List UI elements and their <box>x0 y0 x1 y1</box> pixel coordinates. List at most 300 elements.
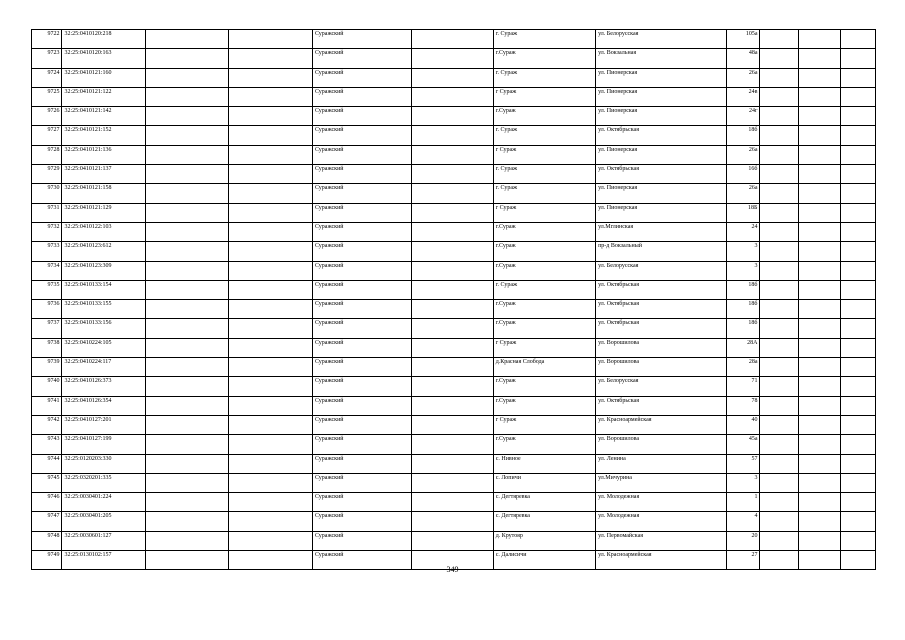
settlement-cell: г.Сураж <box>493 319 595 338</box>
empty-cell <box>229 473 313 492</box>
record-number-cell: 9724 <box>32 68 62 87</box>
empty-cell <box>412 49 494 68</box>
house-number-cell: 57 <box>726 454 760 473</box>
district-cell: Суражский <box>312 49 411 68</box>
table-row <box>32 184 876 203</box>
table-row <box>32 358 876 377</box>
empty-cell <box>229 30 313 49</box>
street-cell: пр-д Вокзальный <box>596 242 727 261</box>
street-cell: ул. Ленина <box>596 454 727 473</box>
empty-cell <box>229 261 313 280</box>
record-number-cell: 9742 <box>32 415 62 434</box>
cadastral-number-cell: 32:25:0410123:309 <box>62 261 146 280</box>
empty-cell <box>229 358 313 377</box>
empty-cell <box>841 473 876 492</box>
settlement-cell: г.Сураж <box>493 377 595 396</box>
empty-cell <box>760 435 798 454</box>
record-number-cell: 9727 <box>32 126 62 145</box>
empty-cell <box>146 107 229 126</box>
house-number-cell: 20 <box>726 531 760 550</box>
street-cell: ул. Белорусская <box>596 30 727 49</box>
district-cell: Суражский <box>312 145 411 164</box>
empty-cell <box>841 512 876 531</box>
empty-cell <box>146 435 229 454</box>
cadastral-number-cell: 32:25:0410224:117 <box>62 358 146 377</box>
empty-cell <box>146 493 229 512</box>
street-cell: ул. Белорусская <box>596 261 727 280</box>
cadastral-number-cell: 32:25:0410120:218 <box>62 30 146 49</box>
house-number-cell: 18б <box>726 280 760 299</box>
empty-cell <box>146 531 229 550</box>
empty-cell <box>412 512 494 531</box>
district-cell: Суражский <box>312 338 411 357</box>
house-number-cell: 3 <box>726 473 760 492</box>
district-cell: Суражский <box>312 242 411 261</box>
settlement-cell: г. Сураж <box>493 30 595 49</box>
empty-cell <box>798 242 840 261</box>
empty-cell <box>841 396 876 415</box>
empty-cell <box>798 300 840 319</box>
district-cell: Суражский <box>312 68 411 87</box>
record-number-cell: 9725 <box>32 87 62 106</box>
empty-cell <box>760 107 798 126</box>
district-cell: Суражский <box>312 531 411 550</box>
empty-cell <box>841 338 876 357</box>
empty-cell <box>760 415 798 434</box>
settlement-cell: г.Сураж <box>493 435 595 454</box>
street-cell: ул. Пионерская <box>596 184 727 203</box>
street-cell: ул. Пионерская <box>596 145 727 164</box>
street-cell: ул. Красноармейская <box>596 415 727 434</box>
district-cell: Суражский <box>312 280 411 299</box>
table-row <box>32 30 876 49</box>
empty-cell <box>229 454 313 473</box>
empty-cell <box>412 203 494 222</box>
empty-cell <box>841 319 876 338</box>
table-row <box>32 493 876 512</box>
empty-cell <box>412 358 494 377</box>
district-cell: Суражский <box>312 87 411 106</box>
empty-cell <box>841 126 876 145</box>
empty-cell <box>146 203 229 222</box>
empty-cell <box>229 165 313 184</box>
empty-cell <box>841 415 876 434</box>
record-number-cell: 9730 <box>32 184 62 203</box>
settlement-cell: г.Сураж <box>493 49 595 68</box>
cadastral-number-cell: 32:25:0410126:373 <box>62 377 146 396</box>
record-number-cell: 9726 <box>32 107 62 126</box>
empty-cell <box>798 454 840 473</box>
house-number-cell: 40 <box>726 415 760 434</box>
district-cell: Суражский <box>312 473 411 492</box>
empty-cell <box>146 415 229 434</box>
district-cell: Суражский <box>312 493 411 512</box>
empty-cell <box>146 145 229 164</box>
table-row <box>32 126 876 145</box>
empty-cell <box>229 396 313 415</box>
house-number-cell: 3 <box>726 261 760 280</box>
table-row <box>32 473 876 492</box>
cadastral-number-cell: 32:25:0120203:330 <box>62 454 146 473</box>
empty-cell <box>760 145 798 164</box>
settlement-cell: г Сураж <box>493 203 595 222</box>
empty-cell <box>412 300 494 319</box>
district-cell: Суражский <box>312 396 411 415</box>
empty-cell <box>412 415 494 434</box>
table-row <box>32 203 876 222</box>
cadastral-number-cell: 32:25:0410122:103 <box>62 222 146 241</box>
empty-cell <box>229 68 313 87</box>
record-number-cell: 9728 <box>32 145 62 164</box>
house-number-cell: 105а <box>726 30 760 49</box>
cadastral-number-cell: 32:25:0130102:157 <box>62 551 146 570</box>
street-cell: ул. Красноармейская <box>596 551 727 570</box>
record-number-cell: 9736 <box>32 300 62 319</box>
district-cell: Суражский <box>312 126 411 145</box>
settlement-cell: г Сураж <box>493 415 595 434</box>
table-row <box>32 165 876 184</box>
record-number-cell: 9722 <box>32 30 62 49</box>
table-row <box>32 280 876 299</box>
empty-cell <box>412 222 494 241</box>
cadastral-number-cell: 32:25:0030401:205 <box>62 512 146 531</box>
empty-cell <box>229 203 313 222</box>
empty-cell <box>760 319 798 338</box>
empty-cell <box>146 512 229 531</box>
table-row <box>32 319 876 338</box>
empty-cell <box>841 222 876 241</box>
cadastral-number-cell: 32:25:0410120:163 <box>62 49 146 68</box>
settlement-cell: с. Дегтяревка <box>493 493 595 512</box>
district-cell: Суражский <box>312 435 411 454</box>
house-number-cell: 18б <box>726 126 760 145</box>
empty-cell <box>229 184 313 203</box>
street-cell: ул. Октябрьская <box>596 396 727 415</box>
record-number-cell: 9739 <box>32 358 62 377</box>
empty-cell <box>798 493 840 512</box>
settlement-cell: г. Сураж <box>493 126 595 145</box>
house-number-cell: 24в <box>726 87 760 106</box>
street-cell: ул. Октябрьская <box>596 126 727 145</box>
empty-cell <box>412 242 494 261</box>
table-row <box>32 377 876 396</box>
empty-cell <box>146 49 229 68</box>
settlement-cell: г.Сураж <box>493 222 595 241</box>
empty-cell <box>146 454 229 473</box>
street-cell: ул. Вокзальная <box>596 49 727 68</box>
empty-cell <box>841 68 876 87</box>
table-row <box>32 454 876 473</box>
empty-cell <box>412 87 494 106</box>
district-cell: Суражский <box>312 184 411 203</box>
empty-cell <box>798 165 840 184</box>
empty-cell <box>146 242 229 261</box>
empty-cell <box>798 396 840 415</box>
empty-cell <box>841 165 876 184</box>
cadastral-number-cell: 32:25:0410121:122 <box>62 87 146 106</box>
empty-cell <box>841 300 876 319</box>
settlement-cell: г. Сураж <box>493 184 595 203</box>
settlement-cell: с. Нивное <box>493 454 595 473</box>
street-cell: ул.Мглинская <box>596 222 727 241</box>
empty-cell <box>760 68 798 87</box>
empty-cell <box>841 30 876 49</box>
settlement-cell: г.Сураж <box>493 300 595 319</box>
empty-cell <box>229 87 313 106</box>
empty-cell <box>146 87 229 106</box>
empty-cell <box>760 338 798 357</box>
record-number-cell: 9741 <box>32 396 62 415</box>
empty-cell <box>760 358 798 377</box>
empty-cell <box>798 473 840 492</box>
empty-cell <box>760 280 798 299</box>
district-cell: Суражский <box>312 300 411 319</box>
cadastral-number-cell: 32:25:0410123:612 <box>62 242 146 261</box>
district-cell: Суражский <box>312 107 411 126</box>
empty-cell <box>146 165 229 184</box>
record-number-cell: 9723 <box>32 49 62 68</box>
empty-cell <box>412 377 494 396</box>
house-number-cell: 27 <box>726 551 760 570</box>
empty-cell <box>841 184 876 203</box>
table-row <box>32 531 876 550</box>
table-row <box>32 87 876 106</box>
empty-cell <box>146 338 229 357</box>
district-cell: Суражский <box>312 319 411 338</box>
district-cell: Суражский <box>312 261 411 280</box>
street-cell: ул. Молодежная <box>596 512 727 531</box>
empty-cell <box>798 319 840 338</box>
empty-cell <box>146 473 229 492</box>
empty-cell <box>760 184 798 203</box>
empty-cell <box>412 107 494 126</box>
house-number-cell: 24г <box>726 107 760 126</box>
house-number-cell: 26а <box>726 184 760 203</box>
empty-cell <box>760 531 798 550</box>
table-row <box>32 145 876 164</box>
empty-cell <box>229 338 313 357</box>
record-number-cell: 9746 <box>32 493 62 512</box>
empty-cell <box>841 454 876 473</box>
empty-cell <box>798 126 840 145</box>
table-row <box>32 107 876 126</box>
empty-cell <box>760 49 798 68</box>
cadastral-number-cell: 32:25:0410121:152 <box>62 126 146 145</box>
record-number-cell: 9733 <box>32 242 62 261</box>
empty-cell <box>841 87 876 106</box>
empty-cell <box>760 300 798 319</box>
street-cell: ул. Октябрьская <box>596 280 727 299</box>
settlement-cell: г.Сураж <box>493 261 595 280</box>
empty-cell <box>760 222 798 241</box>
empty-cell <box>760 454 798 473</box>
empty-cell <box>760 242 798 261</box>
record-number-cell: 9734 <box>32 261 62 280</box>
cadastral-number-cell: 32:25:0410121:160 <box>62 68 146 87</box>
empty-cell <box>760 473 798 492</box>
empty-cell <box>841 145 876 164</box>
street-cell: ул. Первомайская <box>596 531 727 550</box>
record-number-cell: 9735 <box>32 280 62 299</box>
record-number-cell: 9732 <box>32 222 62 241</box>
empty-cell <box>412 261 494 280</box>
street-cell: ул. Молодежная <box>596 493 727 512</box>
empty-cell <box>798 435 840 454</box>
empty-cell <box>412 454 494 473</box>
district-cell: Суражский <box>312 415 411 434</box>
empty-cell <box>798 531 840 550</box>
record-number-cell: 9740 <box>32 377 62 396</box>
empty-cell <box>412 435 494 454</box>
street-cell: ул. Октябрьская <box>596 319 727 338</box>
settlement-cell: г.Сураж <box>493 396 595 415</box>
empty-cell <box>412 493 494 512</box>
empty-cell <box>412 184 494 203</box>
empty-cell <box>146 184 229 203</box>
empty-cell <box>229 126 313 145</box>
house-number-cell: 16б <box>726 165 760 184</box>
empty-cell <box>229 531 313 550</box>
empty-cell <box>760 30 798 49</box>
empty-cell <box>146 300 229 319</box>
settlement-cell: с. Далисичи <box>493 551 595 570</box>
empty-cell <box>798 145 840 164</box>
district-cell: Суражский <box>312 222 411 241</box>
record-number-cell: 9737 <box>32 319 62 338</box>
street-cell: ул. Пионерская <box>596 203 727 222</box>
empty-cell <box>760 165 798 184</box>
settlement-cell: д. Крутояр <box>493 531 595 550</box>
empty-cell <box>760 203 798 222</box>
house-number-cell: 48а <box>726 49 760 68</box>
empty-cell <box>412 396 494 415</box>
empty-cell <box>798 87 840 106</box>
empty-cell <box>146 319 229 338</box>
district-cell: Суражский <box>312 165 411 184</box>
cadastral-number-cell: 32:25:0320201:335 <box>62 473 146 492</box>
empty-cell <box>841 377 876 396</box>
empty-cell <box>841 49 876 68</box>
empty-cell <box>146 222 229 241</box>
empty-cell <box>760 261 798 280</box>
empty-cell <box>798 415 840 434</box>
table-row <box>32 415 876 434</box>
empty-cell <box>412 145 494 164</box>
empty-cell <box>841 203 876 222</box>
house-number-cell: 26а <box>726 145 760 164</box>
street-cell: ул.Мичурина <box>596 473 727 492</box>
table-row <box>32 261 876 280</box>
settlement-cell: г.Сураж <box>493 242 595 261</box>
empty-cell <box>146 126 229 145</box>
cadastral-number-cell: 32:25:0410121:142 <box>62 107 146 126</box>
empty-cell <box>841 435 876 454</box>
empty-cell <box>412 338 494 357</box>
registry-rows <box>32 30 876 570</box>
cadastral-number-cell: 32:25:0410121:129 <box>62 203 146 222</box>
house-number-cell: 71 <box>726 377 760 396</box>
settlement-cell: д.Красная Слобода <box>493 358 595 377</box>
table-row <box>32 338 876 357</box>
table-row <box>32 68 876 87</box>
record-number-cell: 9749 <box>32 551 62 570</box>
settlement-cell: г. Сураж <box>493 280 595 299</box>
cadastral-number-cell: 32:25:0410224:105 <box>62 338 146 357</box>
empty-cell <box>760 512 798 531</box>
cadastral-number-cell: 32:25:0410126:354 <box>62 396 146 415</box>
empty-cell <box>841 261 876 280</box>
table-row <box>32 242 876 261</box>
cadastral-number-cell: 32:25:0030401:224 <box>62 493 146 512</box>
empty-cell <box>412 126 494 145</box>
empty-cell <box>229 145 313 164</box>
empty-cell <box>841 242 876 261</box>
empty-cell <box>229 49 313 68</box>
empty-cell <box>229 107 313 126</box>
table-row <box>32 222 876 241</box>
empty-cell <box>841 280 876 299</box>
registry-table <box>31 29 876 570</box>
record-number-cell: 9747 <box>32 512 62 531</box>
record-number-cell: 9738 <box>32 338 62 357</box>
empty-cell <box>798 261 840 280</box>
empty-cell <box>229 242 313 261</box>
cadastral-number-cell: 32:25:0030601:127 <box>62 531 146 550</box>
house-number-cell: 3 <box>726 242 760 261</box>
empty-cell <box>412 280 494 299</box>
house-number-cell: 26а <box>726 68 760 87</box>
street-cell: ул. Ворошилова <box>596 338 727 357</box>
house-number-cell: 18б <box>726 300 760 319</box>
empty-cell <box>146 358 229 377</box>
empty-cell <box>146 68 229 87</box>
cadastral-number-cell: 32:25:0410133:156 <box>62 319 146 338</box>
empty-cell <box>146 377 229 396</box>
empty-cell <box>798 49 840 68</box>
record-number-cell: 9745 <box>32 473 62 492</box>
empty-cell <box>798 68 840 87</box>
record-number-cell: 9748 <box>32 531 62 550</box>
empty-cell <box>412 531 494 550</box>
record-number-cell: 9743 <box>32 435 62 454</box>
street-cell: ул. Пионерская <box>596 68 727 87</box>
street-cell: ул. Октябрьская <box>596 165 727 184</box>
empty-cell <box>412 30 494 49</box>
settlement-cell: г.Сураж <box>493 107 595 126</box>
empty-cell <box>229 435 313 454</box>
empty-cell <box>798 107 840 126</box>
house-number-cell: 28а <box>726 358 760 377</box>
settlement-cell: г Сураж <box>493 87 595 106</box>
house-number-cell: 18Б <box>726 203 760 222</box>
house-number-cell: 45а <box>726 435 760 454</box>
settlement-cell: с. Дегтяревка <box>493 512 595 531</box>
street-cell: ул. Ворошилова <box>596 358 727 377</box>
empty-cell <box>412 165 494 184</box>
settlement-cell: г. Сураж <box>493 68 595 87</box>
empty-cell <box>229 300 313 319</box>
empty-cell <box>798 222 840 241</box>
settlement-cell: г Сураж <box>493 338 595 357</box>
street-cell: ул. Белорусская <box>596 377 727 396</box>
table-row <box>32 396 876 415</box>
district-cell: Суражский <box>312 377 411 396</box>
empty-cell <box>798 280 840 299</box>
empty-cell <box>229 512 313 531</box>
empty-cell <box>229 280 313 299</box>
cadastral-number-cell: 32:25:0410121:158 <box>62 184 146 203</box>
cadastral-number-cell: 32:25:0410121:137 <box>62 165 146 184</box>
